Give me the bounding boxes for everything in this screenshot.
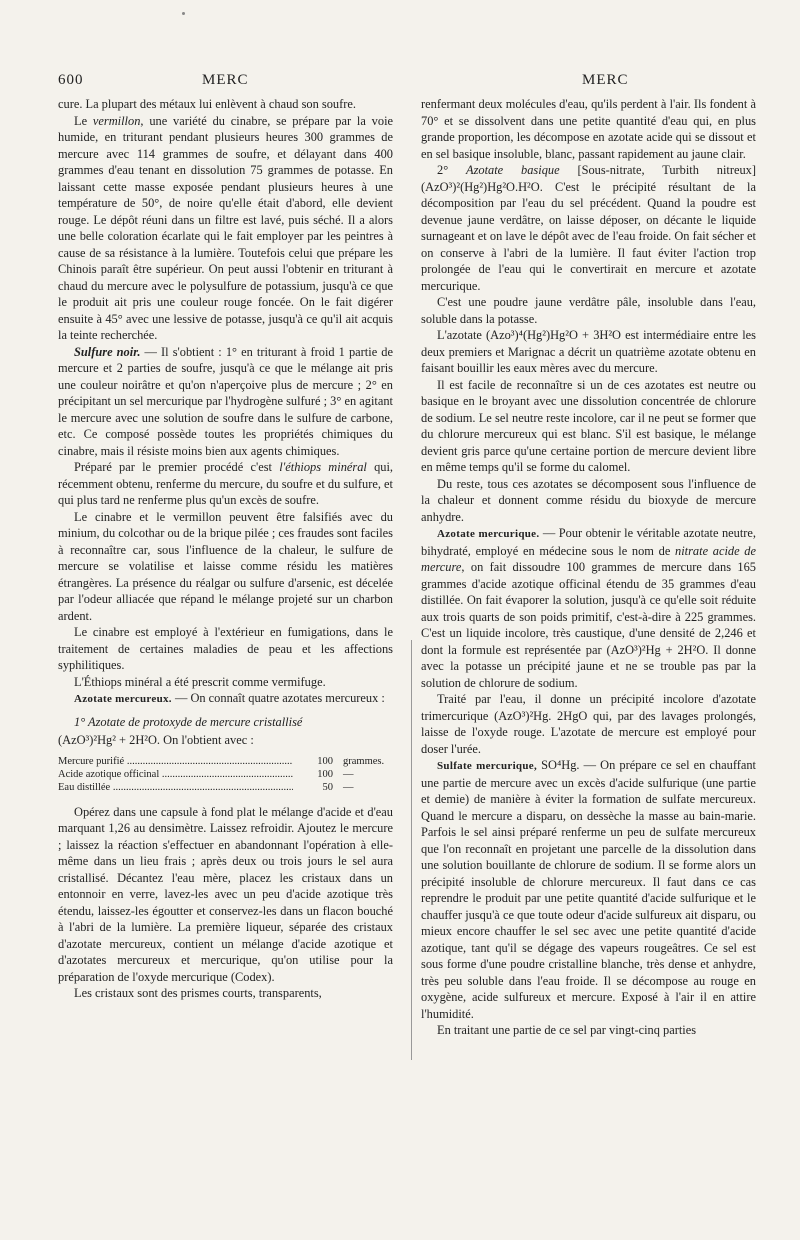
term-vermillon: vermillon xyxy=(92,113,141,128)
paragraph: Le cinabre et le vermillon peuvent être falsifiés avec du minium, du colcothar ou de la brique pilée ; ces fraudes sont faciles à reconnaître car, sous l'influence de la chaleur, le sulfure de mercure se volatilise et laisse comme résidu les matières étrangères. La présence du réalgar ou sulfure d'arsenic, est décelée par l'odeur alliacée que répand le mélange projeté sur un charbon ardent. xyxy=(58,509,393,623)
term-sulfate-mercurique: Sulfate mercurique, xyxy=(437,760,537,772)
paragraph: Le cinabre est employé à l'extérieur en fumigations, dans le traitement de certaines maladies de peau et les affections syphilitiques. xyxy=(58,625,393,672)
paragraph: Préparé par le premier procédé c'est l'éthiops minéral qui, récemment obtenu, renferme du mercure, du soufre et du sulfure, et qui plus tard ne renferme plus qu'un excès de soufre. xyxy=(58,460,393,507)
paragraph: Opérez dans une capsule à fond plat le mélange d'acide et d'eau marquant 1,26 au densimètre. Laissez refroidir. Ajoutez le mercure ; laissez la réaction s'effectuer en abandonnant l'opération à elle-même dans un lieu frais ; après deux ou trois jours le sel aura cristallisé. Décantez l'eau mère, placez les cristaux dans un entonnoir en verre, lavez-les avec un peu d'acide azotique très étendu, laissez-les égoutter et conservez-les dans un flacon bouché à l'abri de la lumière. La première liqueur, séparée des cristaux d'azotate mercureux, contient un mélange d'acide azotique et d'azotates mercureux et mercurique, qu'on utilise pour la préparation de l'oxyde mercurique (Codex). xyxy=(58,804,393,984)
paragraph: Azotate mercurique. — Pour obtenir le véritable azotate neutre, bihydraté, employé en médecine sous le nom de nitrate acide de mercure, on fait dissoudre 100 grammes de mercure dans 165 grammes d'acide azotique officinal étendu de 35 grammes d'eau distillée. On fait évaporer la solution, jusqu'à ce qu'elle soit réduite aux trois quarts de son poids primitif, c'est-à-dire à 225 grammes. C'est un liquide incolore, très caustique, d'une densité de 2,246 et dont la formule est représentée par (AzO³)²Hg + 2H²O. Il donne avec la potasse un précipité jaune et ne se trouble pas par la solution de chlorure de sodium. xyxy=(421,526,757,690)
paragraph: Traité par l'eau, il donne un précipité incolore d'azotate trimercurique (AzO³)²Hg. 2HgO qui, par des lavages prolongés, laisse de l'oxyde rouge. L'azotate de mercure est employé pour doser l'urée. xyxy=(421,692,756,756)
paragraph: Les cristaux sont des prismes courts, transparents, xyxy=(74,986,322,1000)
speck xyxy=(182,12,185,15)
paragraph: Azotate mercureux. — On connaît quatre azotates mercureux : xyxy=(74,691,385,705)
paragraph: Le vermillon, une variété du cinabre, se prépare par la voie humide, en triturant pendant plusieurs heures 300 grammes de mercure avec 114 grammes de soufre, et délayant dans 400 grammes d'eau tenant en dissolution 75 grammes de potasse. En laissant cette masse exposée pendant plusieurs heures à une température de 50°, de noire qu'elle était d'abord, elle devient rouge. Le dépôt réuni dans un filtre est lavé, puis séché. Il a alors une belle coloration écarlate qui le fait employer par les peintres à cause de sa résistance à la lumière. Toutefois celui que prépare les Chinois paraît être supérieur. On peut aussi l'obtenir en triturant à chaud du mercure avec le polysulfure de potassium, jusqu'à ce que le produit ait pris une couleur rouge foncée. On le fait digérer ensuite à 45° avec une lessive de potasse, jusqu'à ce qu'il ait acquis la teinte recherchée. xyxy=(58,113,394,342)
paragraph: Sulfate mercurique, SO⁴Hg. — On prépare ce sel en chauffant une partie de mercure avec un excès d'acide sulfurique (une partie et demie) de manière à éviter la formation de sulfate mercureux. Quand le mercure a disparu, on dessèche la masse au bain-marie. Parfois le sel ainsi préparé renferme un peu de sulfate mercureux que l'on reconnaît en projetant une parcelle de la dissolution dans une solution bouillante de chlorure de sodium. Il se forme alors un précipité insoluble de chlorure mercureux. Il faut dans ce cas reprendre le produit par une petite quantité d'acide sulfurique et le chauffer jusqu'à ce que toute odeur d'acide sulfureux ait disparu, ou mieux encore chauffer le sel sec avec une petite quantité d'acide azotique, tant qu'il se dégage des vapeurs rougeâtres. Ce sel est sous forme d'une poudre cristalline blanche, très dense et anhydre, très peu soluble dans l'eau froide. Il se décompose au rouge en oxygène, acide sulfureux et mercure. Exposé à l'air il en attire l'humidité. xyxy=(421,758,756,1021)
recipe-row: Mercure purifié ..... 100 grammes. xyxy=(58,755,393,768)
term-azotate-mercurique: Azotate mercurique. xyxy=(437,528,540,540)
paragraph: En traitant une partie de ce sel par vingt-cinq parties xyxy=(437,1023,697,1037)
term-azotate-basique: Azotate basique xyxy=(466,163,560,177)
subsection-formula: (AzO³)²Hg² + 2H²O. On l'obtient avec : xyxy=(58,733,254,747)
term-sulfure-noir: Sulfure noir. xyxy=(74,344,141,359)
paragraph: Il est facile de reconnaître si un de ces azotates est neutre ou basique en le broyant avec une dissolution concentrée de chlorure de sodium. Le sel neutre reste incolore, car il ne peut se former que du chlorure mercureux qui est blanc. S'il est basique, le mélange devient gris parce qu'une certaine portion de mercure devient libre en même temps qu'il se forme du calomel. xyxy=(421,377,756,474)
subsection-title: 1° Azotate de protoxyde de mercure cristallisé xyxy=(74,714,303,729)
recipe-row: Eau distillée ..... 50 — xyxy=(58,781,393,794)
paragraph: C'est une poudre jaune verdâtre pâle, insoluble dans l'eau, soluble dans la potasse. xyxy=(421,295,756,326)
paragraph: cure. La plupart des métaux lui enlèvent à chaud son soufre. xyxy=(58,97,356,111)
running-head-left: MERC xyxy=(202,72,249,88)
term-azotate-mercureux: Azotate mercureux. xyxy=(74,693,172,705)
paragraph: L'Éthiops minéral a été prescrit comme vermifuge. xyxy=(74,674,326,689)
paragraph: L'azotate (Azo³)⁴(Hg²)Hg²O + 3H²O est intermédiaire entre les deux premiers et Marignac a décrit un quatrième azotate obtenu en faisant bouillir les eaux mères avec du mercure. xyxy=(421,328,756,375)
column-divider xyxy=(411,640,412,1060)
right-column xyxy=(421,96,756,1039)
term-ethiops: l'éthiops minéral xyxy=(279,460,367,474)
running-head-right: MERC xyxy=(582,72,629,88)
page-number: 600 xyxy=(58,72,84,88)
paragraph: 2° Azotate basique [Sous-nitrate, Turbith nitreux] (AzO³)²(Hg²)Hg²O.H²O. C'est le précipité résultant de la décomposition par l'eau du sel précédent. Quand la poudre est devenue jaune verdâtre, on laisse déposer, on décante le liquide surnageant et on lave le dépôt avec de l'eau froide. On fait sécher et on conserve à l'abri de la lumière. Il faut éviter l'action trop prolongée de l'eau qui le convertirait en mercure et azotate mercurique. xyxy=(421,163,757,293)
left-column xyxy=(58,96,393,1002)
paragraph: Sulfure noir. — Il s'obtient : 1° en triturant à froid 1 partie de mercure et 2 parties de soufre, jusqu'à ce que le mélange ait pris une couleur noirâtre et qu'on n'aperçoive plus de mercure ; 2° en précipitant un sel mercurique par l'hydrogène sulfuré ; 3° en agitant le mercure avec une solution de soufre dans le sulfure de carbone, etc. Ce composé possède toutes les propriétés chimiques du cinabre, mais il résiste moins bien aux agents chimiques. xyxy=(58,344,393,458)
recipe-row: Acide azotique officinal ..... 100 — xyxy=(58,768,393,781)
recipe-table xyxy=(58,755,393,794)
paragraph: renfermant deux molécules d'eau, qu'ils perdent à l'air. Ils fondent à 70° et se dissolvent dans une petite quantité d'eau qui, en plus grande proportion, les décompose en azotate acide qui se dissout et en sel basique insoluble, blanc, passant rapidement au jaune clair. xyxy=(421,97,756,161)
paragraph: Du reste, tous ces azotates se décomposent sous l'influence de la chaleur et donnent comme résidu du bioxyde de mercure anhydre. xyxy=(421,476,756,524)
